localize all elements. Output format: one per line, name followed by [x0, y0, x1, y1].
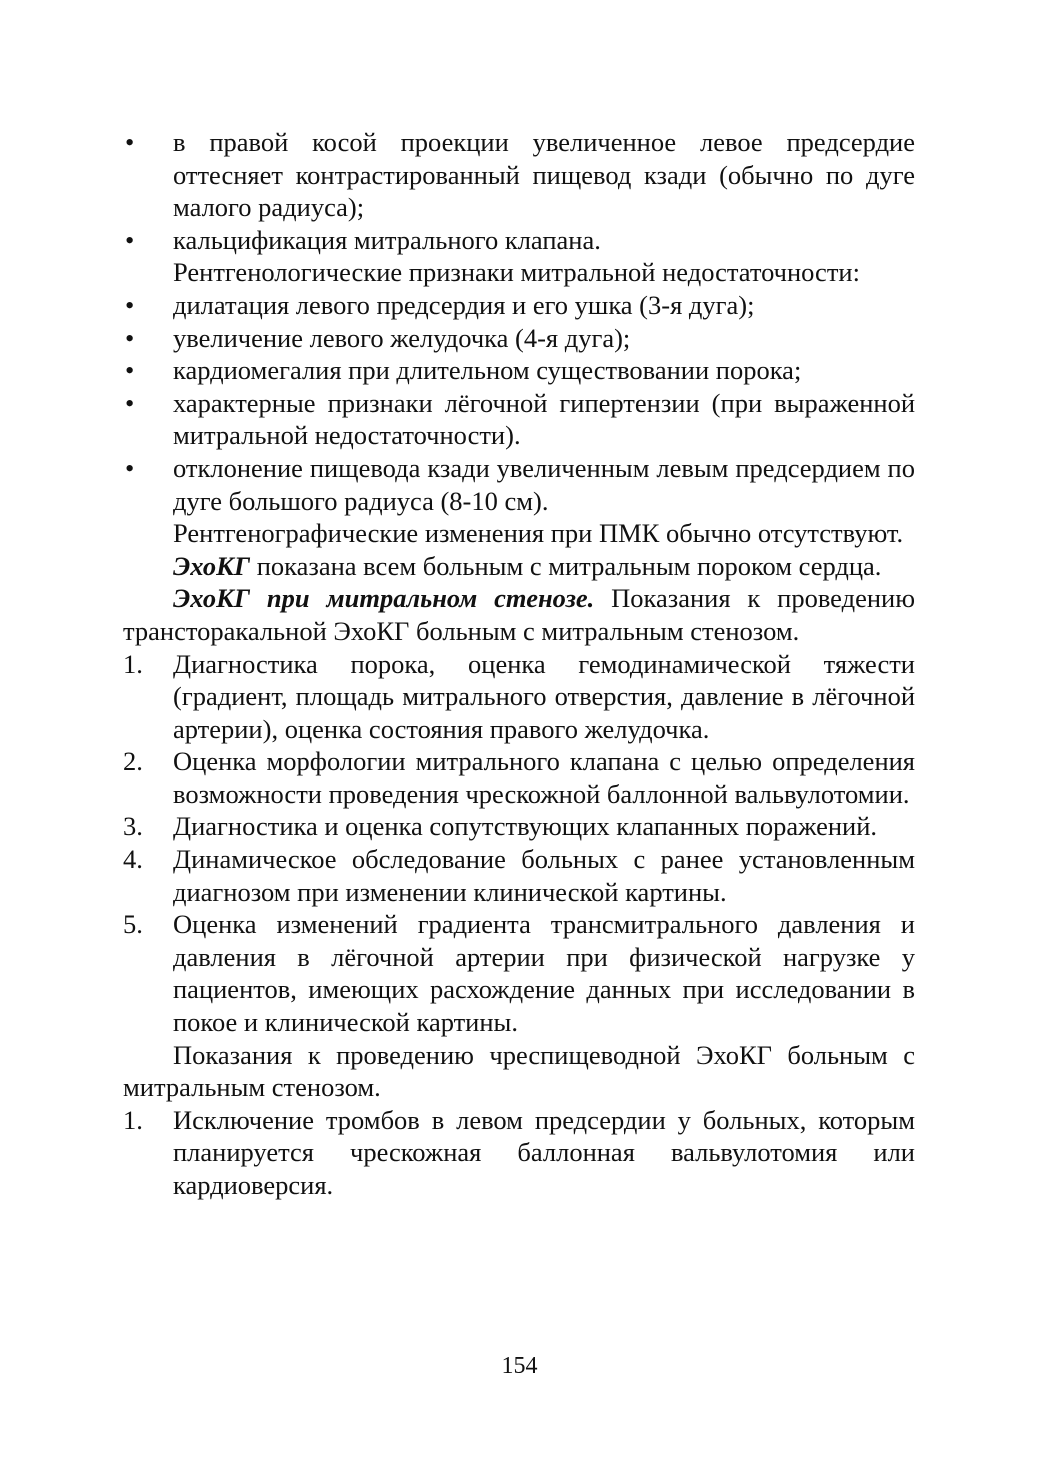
bullet-marker: • [125, 322, 135, 353]
paragraph-tee-heading: Показания к проведению чреспищеводной ЭхоКГ больным с митральным стенозом. [123, 1039, 915, 1103]
list-item [123, 810, 915, 843]
list-item-text: отклонение пищевода кзади увеличенным левым предсердием по дуге большого радиуса (8-10 см). [173, 452, 915, 516]
list-item [123, 452, 915, 517]
list-item-text: Диагностика порока, оценка гемодинамической тяжести (градиент, площадь митрального отверстия, давление в лёгочной артерии), оценка состояния правого желудочка. [173, 648, 915, 744]
bullet-marker: • [125, 355, 135, 386]
list-number: 1. [123, 648, 143, 679]
list-item [123, 126, 915, 224]
list-item-text: Оценка морфологии митрального клапана с целью определения возможности проведения чрескожной баллонной вальвулотомии. [173, 746, 915, 809]
bullet-marker: • [125, 224, 135, 255]
list-item [123, 745, 915, 810]
tte-indications-list [123, 648, 915, 1039]
list-item-text: увеличение левого желудочка (4-я дуга); [173, 322, 631, 353]
list-item-text: Исключение тромбов в левом предсердии у больных, которым планируется чрескожная баллонная вальвулотомия или кардиоверсия. [173, 1104, 915, 1200]
list-item [123, 1104, 915, 1202]
bullet-marker: • [125, 289, 135, 320]
bullet-marker: • [125, 127, 135, 157]
page-content [123, 126, 915, 1202]
list-item [123, 843, 915, 908]
list-item-text: в правой косой проекции увеличенное левое предсердие оттесняет контрастированный пищевод кзади (обычно по дуге малого радиуса); [173, 127, 915, 223]
list-item [123, 322, 915, 355]
term-echo: ЭхоКГ [173, 550, 251, 581]
list-item-text: характерные признаки лёгочной гипертензии (при выраженной митральной недостаточности). [173, 387, 915, 451]
term-echo-stenosis: ЭхоКГ при митральном стенозе. [173, 583, 595, 614]
list-item-text: кальцификация митрального клапана. [173, 224, 601, 255]
list-number: 2. [123, 746, 143, 777]
list-number: 5. [123, 909, 143, 940]
list-number: 4. [123, 844, 143, 875]
paragraph-stenosis-text: Показания к проведению трансторакальной ЭхоКГ больным с митральным стенозом. [123, 583, 915, 646]
list-item [123, 354, 915, 387]
list-item-text: Динамическое обследование больных с ранее установленным диагнозом при изменении клинической картины. [173, 844, 915, 907]
section-heading-regurgitation: Рентгенологические признаки митральной недостаточности: [173, 257, 860, 288]
list-item [123, 289, 915, 322]
list-number: 3. [123, 811, 143, 842]
paragraph-stenosis [123, 582, 915, 647]
page-number: 154 [501, 1353, 538, 1379]
bullet-marker: • [125, 387, 135, 418]
list-number: 1. [123, 1104, 143, 1135]
list-item [123, 224, 915, 257]
list-item [123, 387, 915, 452]
list-item [123, 648, 915, 746]
paragraph-echo-text: показана всем больным с митральным пороком сердца. [250, 550, 882, 581]
paragraph-echo [123, 550, 915, 583]
list-item-text: Оценка изменений градиента трансмитрального давления и давления в лёгочной артерии при физической нагрузке у пациентов, имеющих расхождение данных при исследовании в покое и клинической картины. [173, 909, 915, 1038]
paragraph-pmk: Рентгенографические изменения при ПМК обычно отсутствуют. [173, 518, 904, 549]
bullet-marker: • [125, 452, 135, 483]
list-item-text: дилатация левого предсердия и его ушка (3-я дуга); [173, 289, 755, 320]
list-item-text: Диагностика и оценка сопутствующих клапанных поражений. [173, 811, 878, 842]
list-item-text: кардиомегалия при длительном существовании порока; [173, 355, 802, 386]
tee-indications-list [123, 1104, 915, 1202]
list-item [123, 908, 915, 1038]
